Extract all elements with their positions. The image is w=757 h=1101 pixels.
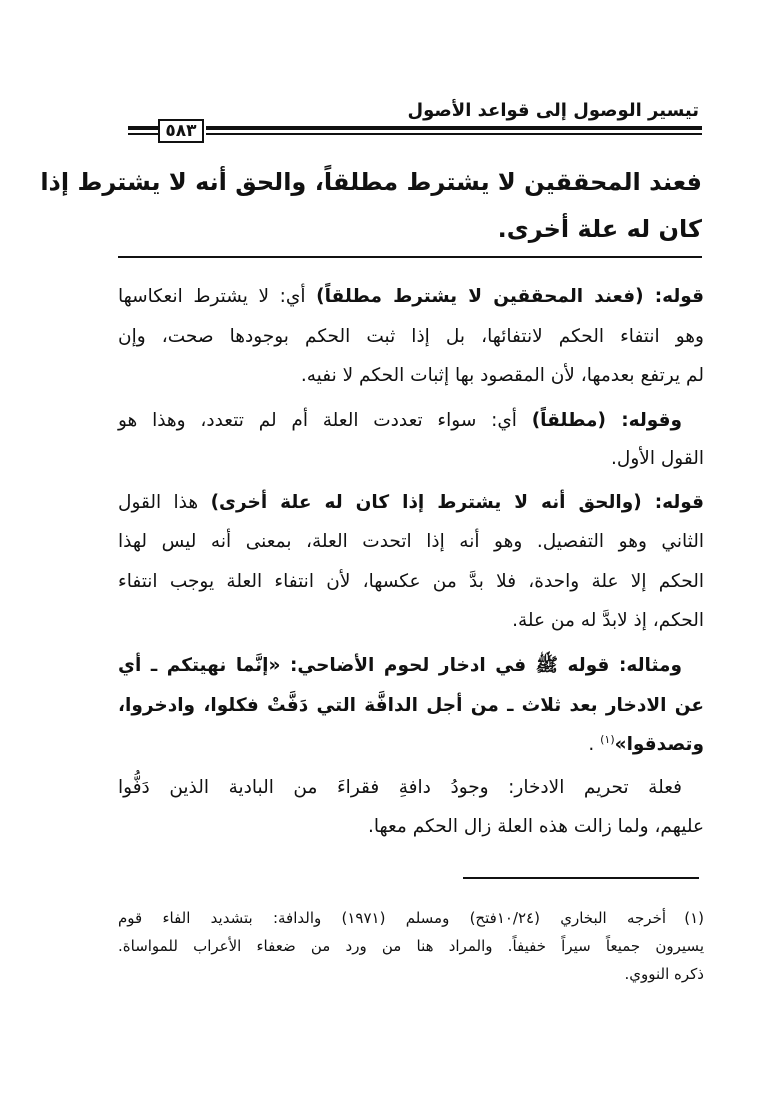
matn-line-1: فعند المحققين لا يشترط مطلقاً، والحق أنه لا يشترط إذا (40, 168, 702, 196)
quoted-matn: (مطلقاً) (531, 410, 606, 431)
footnote-1-line-3: ذكره النووي. (624, 965, 704, 983)
footnote-1-line-1 (118, 904, 704, 932)
hadith-quote: وتصدقوا» (614, 734, 704, 755)
commentary-text: هذا القول (118, 492, 211, 513)
commentary-text: . (588, 734, 595, 755)
commentary-p4-line-2: عن الادخار بعد ثلاث ـ من أجل الدافَّة التي دَفَّتْ فكلوا، وادخروا، (118, 695, 704, 716)
footnote-separator-rule (463, 877, 699, 879)
commentary-text: أي: لا يشترط انعكاسها (118, 286, 317, 307)
commentary-p1-line-2: وهو انتفاء الحكم لانتفائها، بل إذا ثبت الحكم بوجودها صحت، وإن (118, 326, 704, 347)
commentary-p3-line-4: الحكم، إذ لابدَّ له من علة. (512, 610, 704, 631)
matn-line-2: كان له علة أخرى. (497, 215, 702, 243)
commentary-p1-line-3: لم يرتفع بعدمها، لأن المقصود بها إثبات الحكم لا نفيه. (300, 365, 704, 386)
running-header-title: تيسير الوصول إلى قواعد الأصول (407, 100, 699, 121)
commentary-text: فعلة تحريم الادخار: وجودُ دافةِ فقراءَ من البادية الذين دَفُّوا (118, 777, 682, 798)
commentary-lead: وقوله: (605, 410, 682, 431)
commentary-text: أي: سواء تعددت العلة أم لم تتعدد، وهذا هو (118, 410, 532, 431)
commentary-p5-line-2: عليهم، ولما زالت هذه العلة زال الحكم معها. (367, 816, 704, 837)
commentary-p4-line-3 (118, 726, 704, 764)
header-double-rule-left (128, 124, 158, 140)
matn-separator-rule (118, 256, 702, 258)
footnote-1-line-2: يسيرون جميعاً سيراً خفيفاً. والمراد هنا من ورد من ضعفاء الأعراب للمواساة. (118, 937, 704, 955)
header-double-rule (206, 124, 702, 140)
commentary-p2-line-1 (118, 402, 704, 440)
commentary-p3-line-2: الثاني وهو التفصيل. وهو أنه إذا اتحدت العلة، بمعنى أنه ليس لهذا (118, 531, 704, 552)
commentary-p2-line-2: القول الأول. (611, 448, 704, 469)
commentary-lead: ومثاله: قوله ﷺ في ادخار لحوم الأضاحي: (280, 655, 682, 676)
commentary-lead: قوله: (641, 492, 704, 513)
footnote-number: (١) (684, 909, 705, 927)
commentary-p5-line-1 (118, 769, 704, 807)
quoted-matn: (والحق أنه لا يشترط إذا كان له علة أخرى) (210, 492, 642, 513)
hadith-quote: «إنَّما نهيتكم ـ أي (118, 655, 281, 676)
quoted-matn: (فعند المحققين لا يشترط مطلقاً) (316, 286, 644, 307)
footnote-text: أخرجه البخاري (١٠/٢٤فتح) ومسلم (١٩٧١) والدافة: بتشديد الفاء قوم (118, 909, 667, 927)
footnote-ref[interactable]: (١) (600, 732, 615, 746)
commentary-p4-line-1 (118, 647, 704, 685)
page-number-box: ٥٨٣ (158, 119, 204, 143)
commentary-p3-line-3: الحكم إلا علة واحدة، فلا بدَّ من عكسها، لأن انتفاء العلة يوجب انتفاء (118, 571, 704, 592)
commentary-p3-line-1 (118, 484, 704, 522)
commentary-lead: قوله: (643, 286, 704, 307)
commentary-p1-line-1 (118, 278, 704, 316)
